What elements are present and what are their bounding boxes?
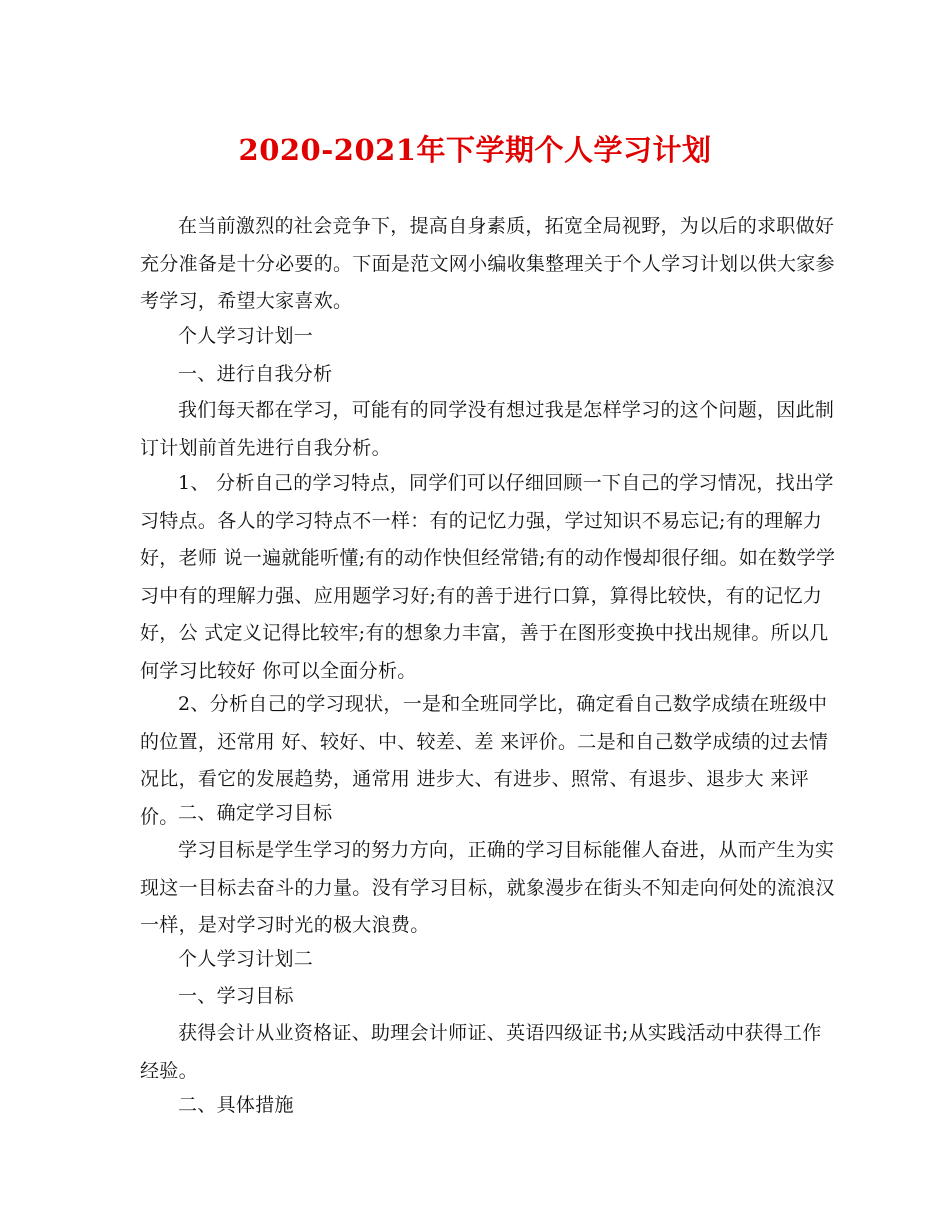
paragraph-learning-traits: 1、 分析自己的学习特点，同学们可以仔细回顾一下自己的学习情况，找出学习特点。各人的学习特点不一样：有的记忆力强，学过知识不易忘记;有的理解力好，老师 说一遍就能听懂;有的动作快但经常错;有的动作慢却很仔细。如在数学学习中有的理解力强、应用题学习好;有的善于进行口算，算得比较快，有的记忆力好，公 式定义记得比较牢;有的想象力丰富，善于在图形变换中找出规律。所以几何学习比较好 你可以全面分析。 (140, 472, 836, 682)
paragraph-self-analysis: 我们每天都在学习，可能有的同学没有想过我是怎样学习的这个问题，因此制订计划前首先进行自我分析。 (140, 399, 835, 459)
subheading-measures: 二、具体措施 (178, 1094, 294, 1116)
section-heading-plan-two: 个人学习计划二 (178, 948, 314, 970)
document-title: 2020-2021年下学期个人学习计划 (238, 133, 712, 167)
subheading-learning-target: 一、学习目标 (178, 985, 294, 1007)
paragraph-learning-status: 2、分析自己的学习现状，一是和全班同学比，确定看自己数学成绩在班级中的位置，还常用 好、较好、中、较差、差 来评价。二是和自己数学成绩的过去情况比，看它的发展趋势，通常用 进步大、有进步、照常、有退步、退步大 来评价。 (140, 693, 829, 828)
paragraph-certificates: 获得会计从业资格证、助理会计师证、英语四级证书;从实践活动中获得工作经验。 (140, 1022, 822, 1082)
section-heading-plan-one: 个人学习计划一 (178, 325, 314, 347)
subheading-set-goals: 二、确定学习目标 (178, 802, 333, 824)
intro-paragraph: 在当前激烈的社会竞争下，提高自身素质，拓宽全局视野，为以后的求职做好充分准备是十分必要的。下面是范文网小编收集整理关于个人学习计划以供大家参考学习，希望大家喜欢。 (140, 215, 835, 312)
paragraph-learning-goals: 学习目标是学生学习的努力方向，正确的学习目标能催人奋进，从而产生为实现这一目标去奋斗的力量。没有学习目标，就象漫步在街头不知走向何处的流浪汉一样，是对学习时光的极大浪费。 (140, 839, 835, 936)
subheading-self-analysis: 一、进行自我分析 (178, 363, 333, 385)
